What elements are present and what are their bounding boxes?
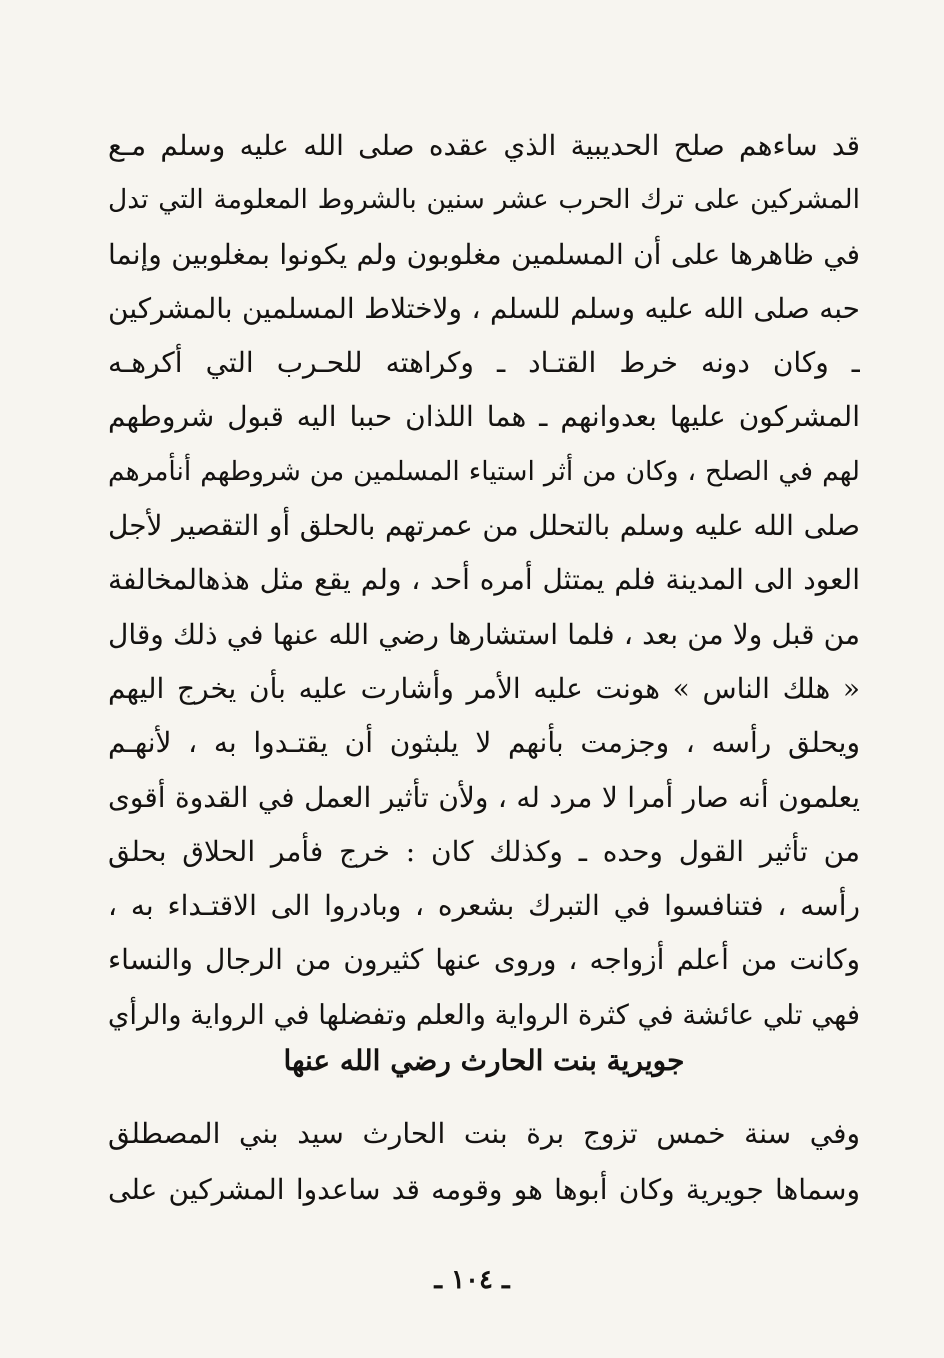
text-line: فهي تلي عائشة في كثرة الرواية والعلم وتفضلها في الرواية والرأي: [108, 998, 860, 1031]
text-line: لهم في الصلح ، وكان من أثر استياء المسلمين من شروطهم أنأمرهم: [108, 455, 860, 487]
text-line: يعلمون أنه صار أمرا لا مرد له ، ولأن تأثير العمل في القدوة أقوى: [108, 780, 860, 814]
text-line: من تأثير القول وحده ـ وكذلك كان : خرج فأمر الحلاق بحلق: [108, 834, 860, 868]
section-heading: جويرية بنت الحارث رضي الله عنها: [283, 1044, 685, 1077]
text-line: ـ وكان دونه خرط القتـاد ـ وكراهته للحـرب التي أكرهـه: [108, 346, 860, 380]
text-line: المشركون عليها بعدوانهم ـ هما اللذان حببا اليه قبول شروطهم: [108, 400, 860, 434]
text-line: رأسه ، فتنافسوا في التبرك بشعره ، وبادروا الى الاقتـداء به ،: [108, 889, 860, 923]
text-line: ويحلق رأسه ، وجزمت بأنهم لا يلبثون أن يقتـدوا به ، لأنهـم: [108, 726, 860, 760]
main-paragraph: [108, 119, 860, 1042]
page-number: ـ ١٠٤ ـ: [434, 1265, 510, 1295]
text-line: المشركين على ترك الحرب عشر سنين بالشروط المعلومة التي تدل: [108, 184, 860, 216]
text-line: من قبل ولا من بعد ، فلما استشارها رضي الله عنها في ذلك وقال: [108, 617, 860, 651]
second-paragraph: [108, 1106, 860, 1218]
text-line: في ظاهرها على أن المسلمين مغلوبون ولم يكونوا بمغلوبين وإنما: [108, 237, 860, 271]
text-line: صلى الله عليه وسلم بالتحلل من عمرتهم بالحلق أو التقصير لأجل: [108, 509, 860, 543]
text-line: حبه صلى الله عليه وسلم للسلم ، ولاختلاط المسلمين بالمشركين: [108, 291, 860, 325]
text-line: وسماها جويرية وكان أبوها هو وقومه قد ساعدوا المشركين على: [108, 1173, 860, 1206]
text-line: العود الى المدينة فلم يمتثل أمره أحد ، ولم يقع مثل هذهالمخالفة: [108, 563, 860, 597]
text-line: وكانت من أعلم أزواجه ، وروى عنها كثيرون من الرجال والنساء: [108, 943, 860, 977]
text-line: وفي سنة خمس تزوج برة بنت الحارث سيد بني المصطلق: [108, 1117, 860, 1150]
text-line: قد ساءهم صلح الحديبية الذي عقده صلى الله عليه وسلم مـع: [108, 129, 860, 162]
text-line: « هلك الناس » هونت عليه الأمر وأشارت عليه بأن يخرج اليهم: [108, 671, 860, 705]
